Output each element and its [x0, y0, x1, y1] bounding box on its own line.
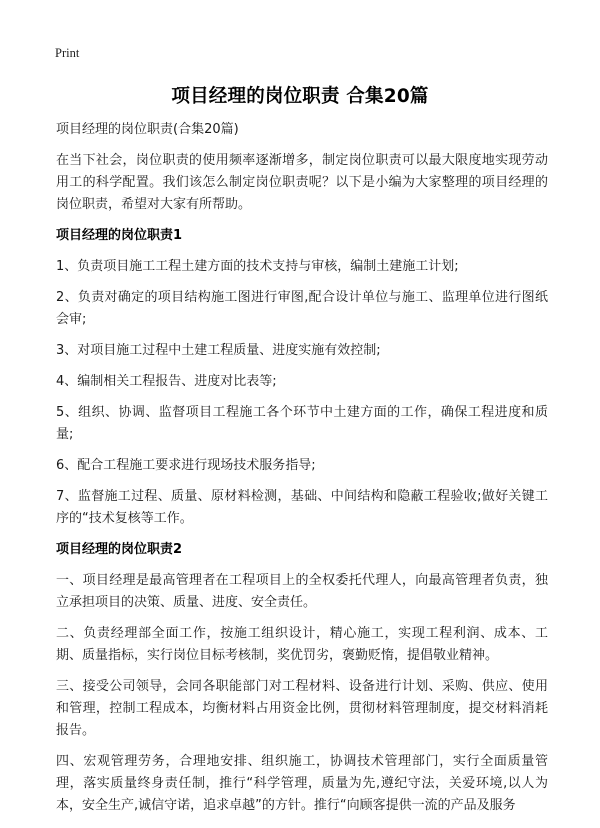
list-item: 6、配合工程施工要求进行现场技术服务指导;: [56, 458, 316, 473]
list-item: 5、组织、协调、监督项目工程施工各个环节中土建方面的工作，确保工程进度和质量;: [56, 405, 548, 442]
section-heading: 项目经理的岗位职责2: [56, 542, 183, 557]
list-item: 1、负责项目施工工程土建方面的技术支持与审核，编制土建施工计划;: [56, 259, 459, 274]
section-heading: 项目经理的岗位职责1: [56, 228, 183, 243]
document-body: [56, 119, 548, 826]
list-item: 二、负责经理部全面工作，按施工组织设计，精心施工，实现工程利润、成本、工期、质量指标，实行岗位目标考核制，奖优罚劣，褒勤贬惰，提倡敬业精神。: [56, 626, 548, 663]
list-item: 三、接受公司领导，会同各职能部门对工程材料、设备进行计划、采购、供应、使用和管理，控制工程成本，均衡材料占用资金比例，贯彻材料管理制度，提交材料消耗报告。: [56, 679, 548, 738]
list-item: 4、编制相关工程报告、进度对比表等;: [56, 374, 277, 389]
print-link[interactable]: Print: [55, 46, 80, 60]
list-item: 四、宏观管理劳务，合理地安排、组织施工，协调技术管理部门，实行全面质量管理，落实质量终身责任制，推行“科学管理，质量为先,遵纪守法，关爱环境,以人为本，安全生产,诚信守诺，追求卓越”的方针。推行“向顾客提供一流的产品及服务: [56, 754, 548, 813]
intro-paragraph: 在当下社会，岗位职责的使用频率逐渐增多，制定岗位职责可以最大限度地实现劳动用工的科学配置。我们该怎么制定岗位职责呢？以下是小编为大家整理的项目经理的岗位职责，希望对大家有所帮助。: [56, 153, 548, 212]
page-title: 项目经理的岗位职责 合集20篇: [171, 86, 429, 107]
list-item: 一、项目经理是最高管理者在工程项目上的全权委托代理人，向最高管理者负责，独立承担项目的决策、质量、进度、安全责任。: [56, 573, 548, 610]
document-subtitle: 项目经理的岗位职责(合集20篇): [56, 122, 239, 137]
list-item: 3、对项目施工过程中土建工程质量、进度实施有效控制;: [56, 343, 381, 358]
list-item: 7、监督施工过程、质量、原材料检测，基础、中间结构和隐蔽工程验收;做好关键工序的“技术复核等工作。: [56, 489, 548, 526]
list-item: 2、负责对确定的项目结构施工图进行审图,配合设计单位与施工、监理单位进行图纸会审;: [56, 290, 548, 327]
